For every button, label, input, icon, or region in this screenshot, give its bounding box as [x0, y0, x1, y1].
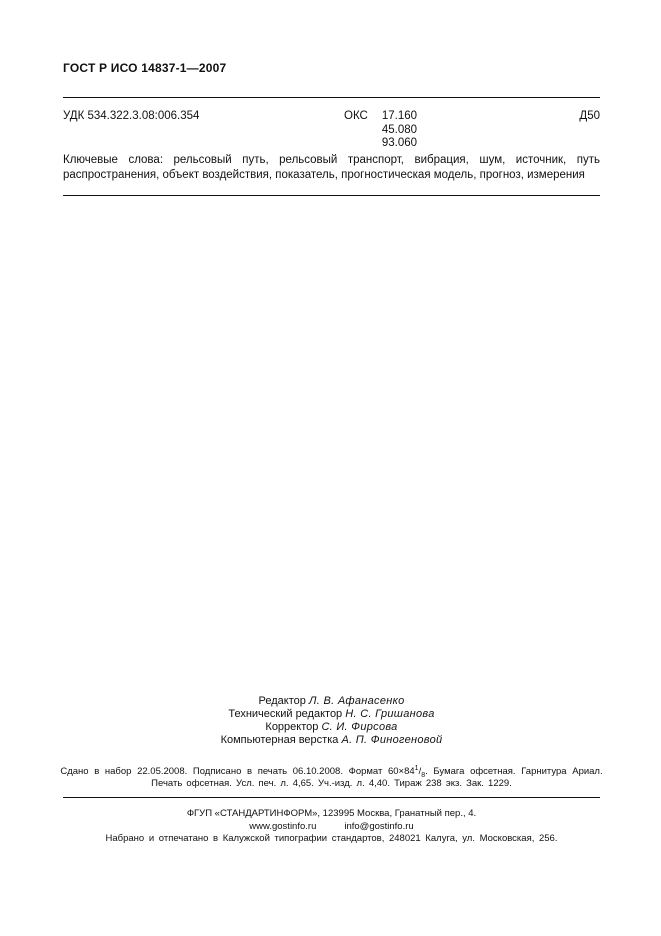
- divider-footer: [63, 797, 600, 798]
- publisher-email: info@gostinfo.ru: [344, 820, 414, 832]
- credit-role: Технический редактор: [228, 708, 343, 720]
- publisher-block: [63, 808, 600, 846]
- credit-editor: [63, 695, 600, 708]
- format-slash: /: [418, 766, 422, 777]
- printing-house-address: Набрано и отпечатано в Калужской типографии стандартов, 248021 Калуга, ул. Московская, 256.: [105, 833, 558, 844]
- credit-role: Корректор: [265, 721, 319, 733]
- credit-name: Л. В. Афанасенко: [308, 695, 405, 707]
- divider-top: [63, 97, 600, 98]
- oks-code-2: 45.080: [381, 123, 418, 136]
- publisher-address: ФГУП «СТАНДАРТИНФОРМ», 123995 Москва, Гранатный пер., 4.: [186, 808, 477, 819]
- credit-corrector: [63, 721, 600, 734]
- credit-technical-editor: [63, 708, 600, 721]
- format-denominator: 8: [421, 771, 426, 779]
- oks-code-3: 93.060: [381, 137, 418, 149]
- imprint-line-1: [55, 766, 608, 778]
- credit-name: А. П. Финогеновой: [341, 734, 443, 746]
- oks-codes: [382, 110, 417, 151]
- credit-name: С. И. Фирсова: [321, 721, 398, 733]
- credit-role: Редактор: [258, 695, 306, 707]
- imprint-line-2: Печать офсетная. Усл. печ. л. 4,65. Уч.-изд. л. 4,40. Тираж 238 экз. Зак. 1229.: [151, 777, 512, 789]
- oks-block: [344, 110, 417, 151]
- credit-layout: [63, 734, 600, 747]
- imprint-prefix: Сдано в набор 22.05.2008. Подписано в печать 06.10.2008. Формат 60×84: [60, 766, 415, 777]
- udk-code: УДК 534.322.3.08:006.354: [63, 110, 200, 122]
- publisher-website: www.gostinfo.ru: [249, 820, 317, 832]
- imprint-suffix: . Бумага офсетная. Гарнитура Ариал.: [425, 766, 603, 777]
- credits-block: [63, 695, 600, 747]
- divider-keywords: [63, 195, 600, 196]
- okstu-class-code: Д50: [579, 110, 600, 122]
- keywords-paragraph: Ключевые слова: рельсовый путь, рельсовый транспорт, вибрация, шум, источник, путь распространения, объект воздействия, показатель, прогностическая модель, прогноз, измерения: [63, 154, 600, 181]
- publisher-contacts: [63, 821, 600, 834]
- format-numerator: 1: [414, 764, 419, 772]
- credit-name: Н. С. Гришанова: [345, 708, 435, 720]
- credit-role: Компьютерная верстка: [220, 734, 339, 746]
- standard-designation: ГОСТ Р ИСО 14837-1—2007: [63, 61, 227, 75]
- oks-code-1: 17.160: [381, 110, 418, 122]
- imprint-block: [55, 766, 608, 789]
- oks-label: ОКС: [344, 110, 368, 122]
